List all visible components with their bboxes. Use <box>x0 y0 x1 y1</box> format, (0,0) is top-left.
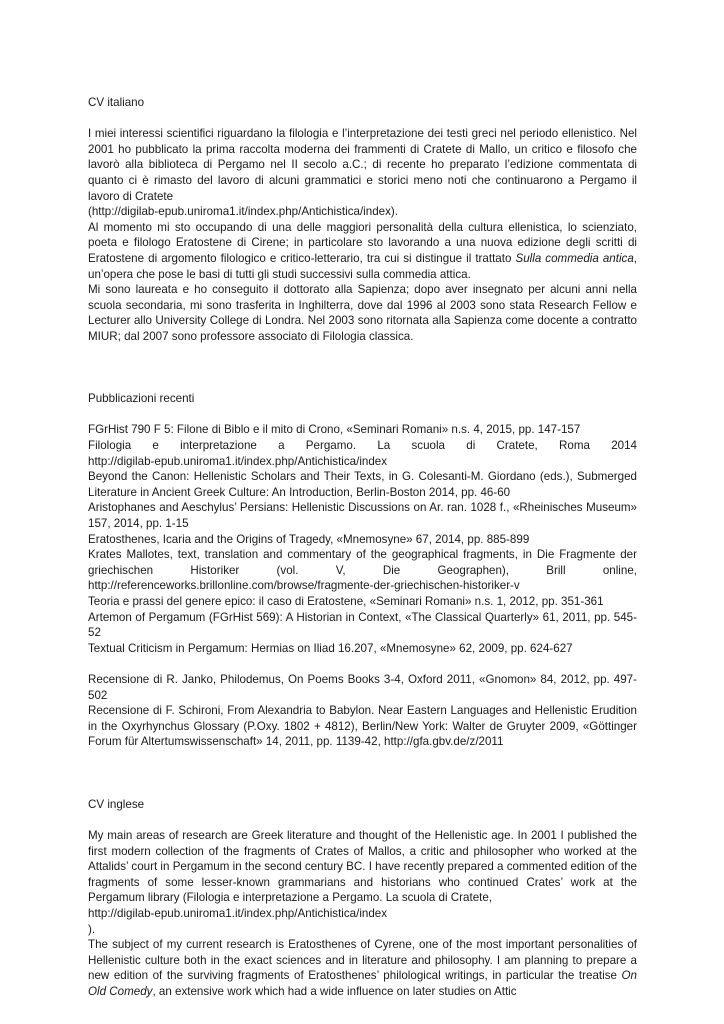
publication-link: http://digilab-epub.uniroma1.it/index.php/Antichistica/index <box>88 454 388 468</box>
publication-item: Teoria e prassi del genere epico: il caso di Eratostene, «Seminari Romani» n.s. 1, 2012, pp. 351-361 <box>88 595 604 609</box>
publications-heading: Pubblicazioni recenti <box>88 392 195 406</box>
publication-item: Aristophanes and Aeschylus’ Persians: Hellenistic Discussions on Ar. ran. 1028 f., «Rheinisches Museum» 157, 2014, pp. 1-15 <box>88 501 637 531</box>
cv-italian-paragraph-2-title: Sulla commedia antica <box>515 251 634 265</box>
cv-italian-paragraph-2-text: Al momento mi sto occupando di una delle maggiori personalità della cultura ellenistica, lo scienziato, poeta e filologo Eratostene di Cirene; in particolare sto lavorando a una nuova edizione degli scritti di Eratostene di argomento filologico e critico-letterario, tra cui si distingue il trattato <box>88 220 637 265</box>
publication-item: Krates Mallotes, text, translation and commentary of the geographical fragments, in Die Fragmente der griechischen Historiker (vol. V, Die Geographen), Brill online, <box>88 548 637 577</box>
cv-english-paragraph-1-close: ). <box>88 922 96 936</box>
cv-english-paragraph-1 <box>88 828 637 937</box>
cv-english-paragraph-2-title: On Old Comedy <box>88 969 637 998</box>
cv-english-paragraph-2-tail: , an extensive work which had a wide influence on later studies on Attic <box>152 984 517 998</box>
review-item: Recensione di F. Schironi, From Alexandria to Babylon. Near Eastern Languages and Hellenistic Erudition in the Oxyrhynchus Glossary (P.Oxy. 1802 + 4812), Berlin/New York: Walter de Gruyter 2009, «Göttinger Forum für Altertumswissenschaft» 14, 2011, pp. 1139-42, http://gfa.gbv.de/z/2011 <box>88 704 637 749</box>
cv-italian-paragraph-2 <box>88 220 637 282</box>
cv-italian-paragraph-2-tail: , un’opera che pose le basi di tutti gli studi successivi sulla commedia attica. <box>88 251 638 281</box>
review-item: Recensione di R. Janko, Philodemus, On Poems Books 3-4, Oxford 2011, «Gnomon» 84, 2012, pp. 497-502 <box>88 672 637 702</box>
publication-item: Textual Criticism in Pergamum: Hermias on Iliad 16.207, «Mnemosyne» 62, 2009, pp. 624-627 <box>88 641 573 655</box>
cv-english-paragraph-1-text: My main areas of research are Greek literature and thought of the Hellenistic age. In 2001 I published the first modern collection of the fragments of Crates of Mallos, a critic and philosopher who worked at the Attalids’ court in Pergamum in the second century BC. I have recently prepared a commented edition of the fragments of some lesser-known grammarians and historians who continued Crates’ work at the Pergamum library (Filologia e interpretazione a Pergamo. La scuola di Cratete, <box>88 828 637 905</box>
cv-italian-paragraph-3: Mi sono laureata e ho conseguito il dottorato alla Sapienza; dopo aver insegnato per alcuni anni nella scuola secondaria, mi sono trasferita in Inghilterra, dove dal 1996 al 2003 sono stata Research Fellow e Lecturer allo University College di Londra. Nel 2003 sono ritornata alla Sapienza come docente a contratto MIUR; dal 2007 sono professore associato di Filologia classica. <box>88 283 637 343</box>
cv-english-paragraph-2 <box>88 937 637 999</box>
publication-link: http://referenceworks.brillonline.com/browse/fragmente-der-griechischen-historiker-v <box>88 579 520 593</box>
publication-item: Beyond the Canon: Hellenistic Scholars and Their Texts, in G. Colesanti-M. Giordano (eds.), Submerged Literature in Ancient Greek Culture: An Introduction, Berlin-Boston 2014, pp. 46-60 <box>88 470 637 499</box>
cv-english-heading: CV inglese <box>88 797 145 811</box>
cv-italian-paragraph-1-link: (http://digilab-epub.uniroma1.it/index.php/Antichistica/index). <box>88 205 398 219</box>
cv-italian-paragraph-1 <box>88 126 637 220</box>
publication-item: Eratosthenes, Icaria and the Origins of Tragedy, «Mnemosyne» 67, 2014, pp. 885-899 <box>88 532 530 546</box>
publication-item: FGrHist 790 F 5: Filone di Biblo e il mito di Crono, «Seminari Romani» n.s. 4, 2015, pp. 147-157 <box>88 423 581 437</box>
publication-item: Artemon of Pergamum (FGrHist 569): A Historian in Context, «The Classical Quarterly» 61, 2011, pp. 545-52 <box>88 610 637 640</box>
cv-italian-heading: CV italiano <box>88 96 145 109</box>
document-body <box>88 95 637 999</box>
cv-english-paragraph-2-text: The subject of my current research is Eratosthenes of Cyrene, one of the most important personalities of Hellenistic culture both in the exact sciences and in literature and philosophy. I am planning to prepare a new edition of the surviving fragments of Eratosthenes’ philological writings, in particular the treatise <box>88 938 637 983</box>
publication-item: Filologia e interpretazione a Pergamo. La scuola di Cratete, Roma 2014 <box>88 439 637 453</box>
cv-english-paragraph-1-link: http://digilab-epub.uniroma1.it/index.php/Antichistica/index <box>88 906 388 920</box>
cv-italian-paragraph-1-text: I miei interessi scientifici riguardano la filologia e l’interpretazione dei testi greci nel periodo ellenistico. Nel 2001 ho pubblicato la prima raccolta moderna dei frammenti di Cratete di Mallo, un critico e filosofo che lavorò alla biblioteca di Pergamo nel II secolo a.C.; di recente ho preparato l’edizione commentata di quanto ci è rimasto del lavoro di alcuni grammatici e storici meno noti che continuarono a Pergamo il lavoro di Cratete <box>88 127 637 203</box>
